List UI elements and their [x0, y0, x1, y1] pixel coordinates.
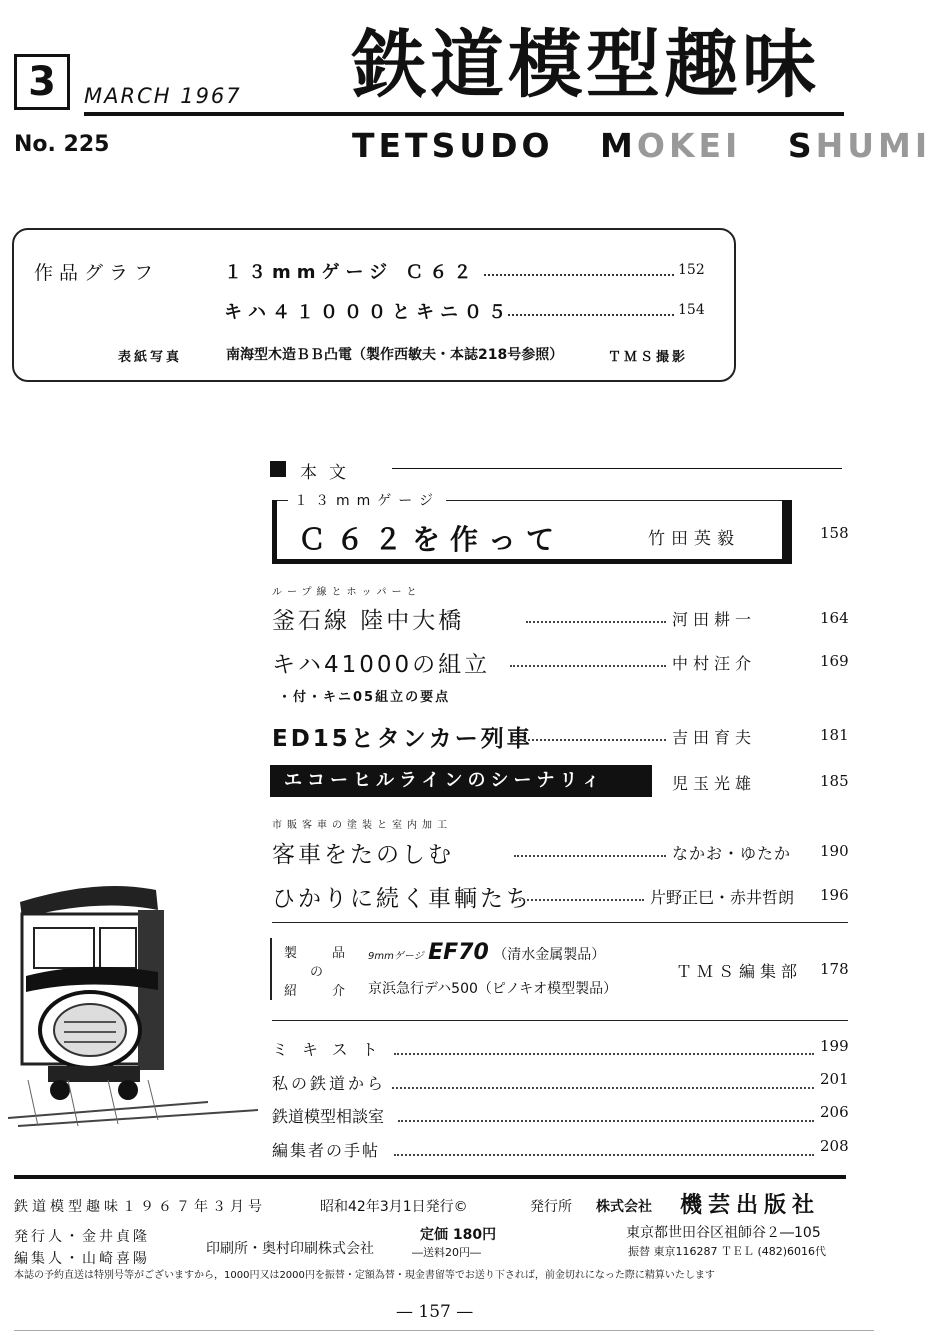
graph-item-page: 154	[678, 302, 705, 318]
colophon-issue-line: 鉄道模型趣味１９６７年３月号	[14, 1199, 266, 1215]
article-title[interactable]: 釜石線 陸中大橋	[272, 608, 465, 634]
cover-photo-description: 南海型木造ＢＢ凸電（製作西敏夫・本誌218号参照）	[226, 347, 564, 363]
article-author: 吉田育夫	[672, 728, 757, 747]
products-label-char: 介	[332, 984, 348, 999]
products-author: ＴＭＳ編集部	[676, 962, 803, 981]
feature-author: 竹田英毅	[648, 529, 740, 549]
publisher-account: 振替 東京116287 ＴＥＬ (482)6016代	[628, 1245, 827, 1258]
section-marker	[270, 461, 286, 477]
leader-dots	[484, 274, 674, 276]
leader-dots	[512, 899, 644, 901]
publisher-label: 発行所	[530, 1199, 572, 1215]
leader-dots	[508, 314, 674, 316]
leader-dots	[394, 1053, 814, 1055]
leader-dots	[510, 665, 666, 667]
feature-frame-right	[782, 500, 792, 564]
minor-item-page: 199	[820, 1037, 849, 1055]
section-label: 本文	[300, 463, 358, 483]
graph-item-title[interactable]: キハ４１０００とキニ０５	[224, 302, 512, 323]
romaji-word-3: SHUMI	[787, 126, 931, 165]
article-page: 185	[820, 772, 849, 790]
colophon-editor: 編集人・山崎喜陽	[14, 1251, 150, 1267]
leader-dots	[392, 1087, 814, 1089]
products-label-char: 紹	[284, 984, 300, 999]
magazine-romaji	[352, 126, 931, 165]
article-title[interactable]: ひかりに続く車輌たち	[272, 886, 532, 912]
feature-title[interactable]: Ｃ６２を作って	[298, 523, 565, 556]
article-title[interactable]: ED15とタンカー列車	[272, 726, 533, 752]
magazine-title: 鉄道模型趣味	[352, 22, 820, 108]
article-note: ・付・キニ05組立の要点	[278, 690, 451, 705]
minor-item-title[interactable]: 私の鉄道から	[272, 1074, 387, 1093]
colophon-postage: ―送料20円―	[412, 1246, 481, 1259]
graph-label: 作品グラフ	[34, 262, 160, 284]
footer-rule	[14, 1330, 874, 1331]
minor-item-title[interactable]: ミキスト	[272, 1040, 392, 1059]
product-gauge: 9mmゲージ	[368, 951, 424, 962]
page-number: — 157 —	[396, 1302, 474, 1322]
article-author: 片野正巳・赤井哲朗	[650, 888, 795, 907]
minor-item-page: 208	[820, 1137, 849, 1155]
section-rule	[392, 468, 842, 469]
products-label-char: 品	[332, 946, 348, 961]
leader-dots	[512, 739, 666, 741]
minor-item-page: 201	[820, 1070, 849, 1088]
article-title-banner[interactable]: エコーヒルラインのシーナリィ	[270, 765, 652, 797]
issue-month: MARCH 1967	[84, 84, 242, 108]
feature-gauge: １３mmゲージ	[288, 490, 446, 510]
product-line-1[interactable]	[368, 940, 605, 965]
colophon-issuer: 発行人・金井貞隆	[14, 1229, 150, 1245]
article-author: 児玉光雄	[672, 774, 757, 793]
romaji-word-2: MOKEI	[600, 126, 742, 165]
colophon-price: 定価 180円	[420, 1227, 497, 1243]
header-rule	[84, 112, 844, 116]
cover-photo-credit: ＴＭＳ撮影	[608, 350, 689, 365]
article-title[interactable]: キハ41000の組立	[272, 652, 491, 678]
section-divider	[272, 1020, 848, 1021]
leader-dots	[394, 1154, 814, 1156]
minor-item-title[interactable]: 編集者の手帖	[272, 1141, 381, 1160]
feature-page: 158	[820, 524, 849, 542]
feature-frame-bottom	[272, 559, 792, 564]
leader-dots	[398, 1120, 814, 1122]
colophon-printer: 印刷所・奥村印刷株式会社	[206, 1241, 374, 1257]
minor-item-page: 206	[820, 1103, 849, 1121]
article-page: 164	[820, 609, 849, 627]
article-author: 河田耕一	[672, 610, 757, 629]
feature-frame-left	[272, 500, 277, 564]
issue-no: No. 225	[14, 132, 110, 157]
product-maker: （清水金属製品）	[493, 947, 606, 963]
products-page: 178	[820, 960, 849, 978]
products-bracket	[270, 938, 278, 1000]
railcar-illustration	[8, 880, 268, 1130]
graph-item-title[interactable]: １３mmゲージ Ｃ６２	[224, 262, 478, 283]
article-title[interactable]: 客車をたのしむ	[272, 842, 454, 868]
article-kicker: ループ線とホッパーと	[272, 587, 422, 598]
publisher-type: 株式会社	[596, 1199, 652, 1215]
colophon-rule	[14, 1175, 846, 1179]
colophon-issue-date: 昭和42年3月1日発行©	[320, 1199, 468, 1215]
colophon-subscription-note: 本誌の予約直送は特別号等がございますから，1000円又は2000円を振替・定額為替・現金書留等でお送り下されば，前金切れになった際に精算いたします	[14, 1270, 715, 1281]
photo-graph-box	[12, 228, 736, 382]
publisher-name: 機芸出版社	[680, 1193, 821, 1218]
article-page: 196	[820, 886, 849, 904]
article-page: 169	[820, 652, 849, 670]
product-line-2[interactable]: 京浜急行デハ500（ピノキオ模型製品）	[368, 981, 618, 997]
issue-number-box: 3	[14, 54, 70, 110]
article-page: 190	[820, 842, 849, 860]
romaji-word-1: TETSUDO	[352, 126, 554, 165]
leader-dots	[526, 621, 666, 623]
article-kicker: 市販客車の塗装と室内加工	[272, 820, 452, 831]
minor-item-title[interactable]: 鉄道模型相談室	[272, 1107, 385, 1126]
cover-photo-label: 表紙写真	[118, 350, 183, 365]
leader-dots	[514, 855, 666, 857]
products-label-char: 製	[284, 946, 300, 961]
article-author: なかお・ゆたか	[672, 844, 792, 863]
products-label-char: の	[310, 965, 326, 980]
article-author: 中村汪介	[672, 654, 757, 673]
graph-item-page: 152	[678, 262, 705, 278]
publisher-address: 東京都世田谷区祖師谷２―105	[626, 1225, 821, 1241]
section-divider	[272, 922, 848, 923]
article-page: 181	[820, 726, 849, 744]
product-model: EF70	[428, 940, 489, 965]
